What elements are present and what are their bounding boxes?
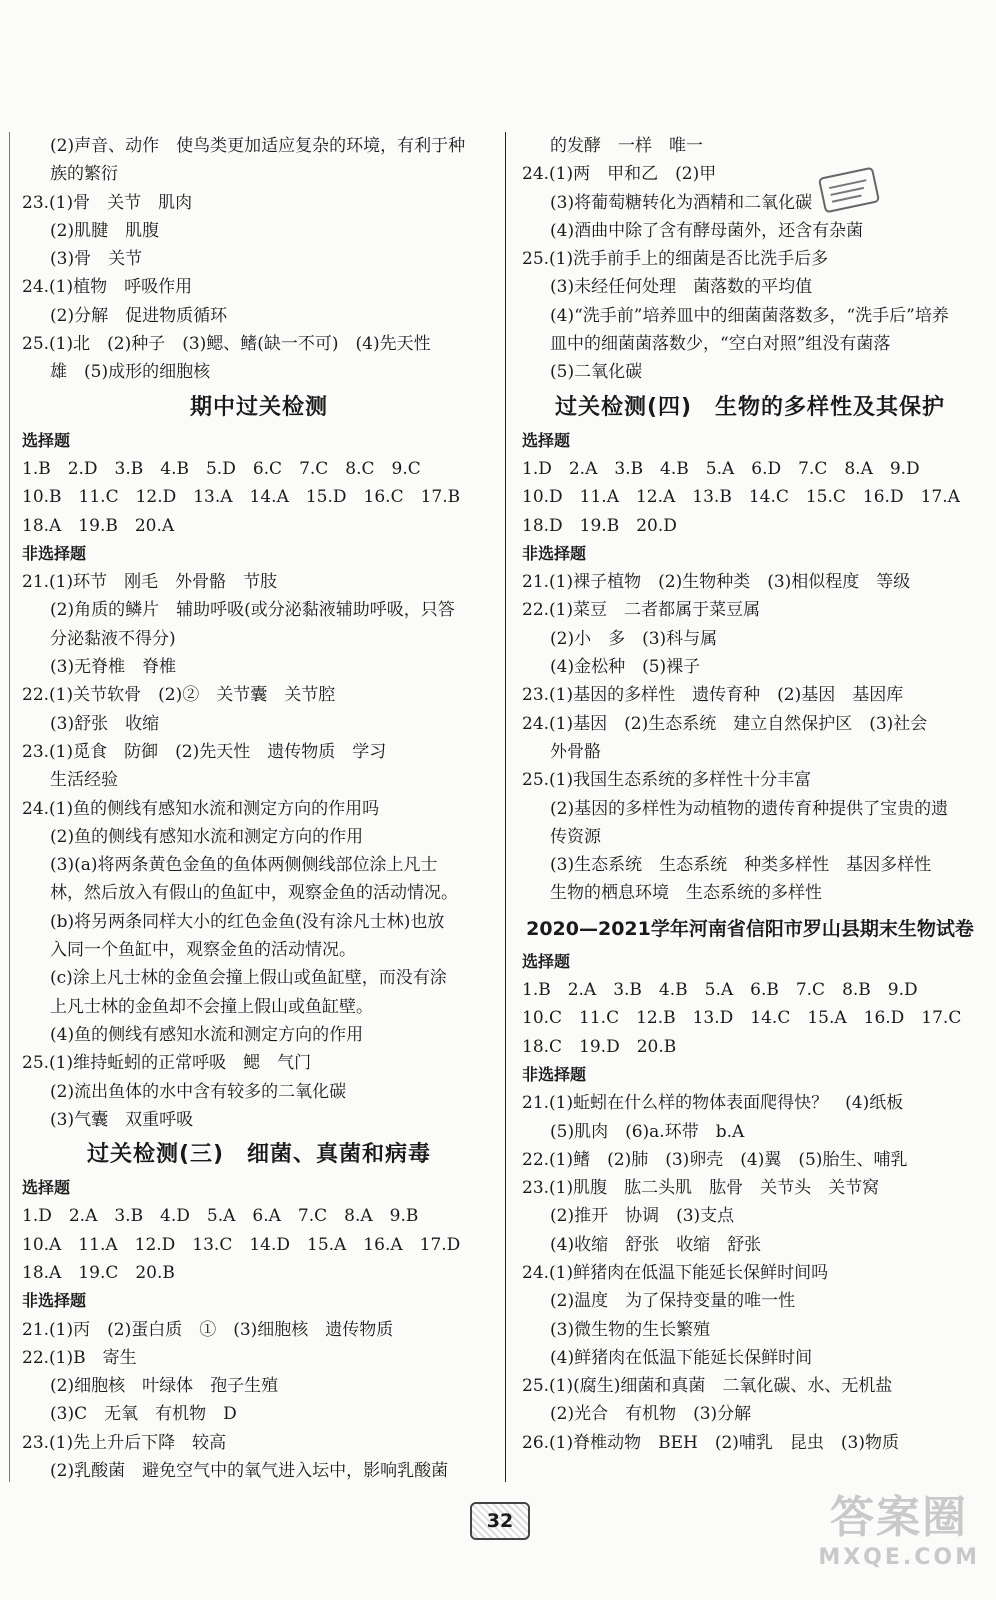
answer-line: (5)肌肉 (6)a.环带 b.A	[550, 1121, 745, 1142]
subsection-label: 非选择题	[22, 543, 87, 563]
answer-line: 21.(1)裸子植物 (2)生物种类 (3)相似程度 等级	[522, 572, 911, 593]
answer-line: 入同一个鱼缸中，观察金鱼的活动情况。	[50, 940, 356, 961]
answer-line: (5)二氧化碳	[550, 362, 643, 383]
answer-line: 外骨骼	[550, 741, 601, 762]
page-number: 32	[470, 1502, 530, 1540]
answer-line: 18.D 19.B 20.D	[522, 515, 677, 536]
subsection-label: 选择题	[22, 1178, 71, 1198]
answer-line: (3)舒张 收缩	[50, 713, 160, 734]
answer-line: 25.(1)我国生态系统的多样性十分丰富	[522, 770, 812, 791]
subsection-label: 选择题	[522, 951, 571, 971]
answer-line: (4)金松种 (5)裸子	[550, 657, 701, 678]
answer-line: 10.C 11.C 12.B 13.D 14.C 15.A 16.D 17.C	[522, 1008, 962, 1029]
answer-line: 雄 (5)成形的细胞核	[50, 362, 211, 383]
answer-line: 1.D 2.A 3.B 4.D 5.A 6.A 7.C 8.A 9.B	[22, 1206, 419, 1227]
answer-line: 24.(1)两 甲和乙 (2)甲	[522, 164, 717, 185]
answer-line: (2)分解 促进物质循环	[50, 305, 228, 326]
answer-line: 10.A 11.A 12.D 13.C 14.D 15.A 16.A 17.D	[22, 1234, 461, 1255]
answer-line: (2)肌腱 肌腹	[50, 220, 160, 241]
answer-line: 26.(1)脊椎动物 BEH (2)哺乳 昆虫 (3)物质	[522, 1432, 900, 1453]
answer-line: 22.(1)B 寄生	[22, 1347, 137, 1368]
subsection-label: 非选择题	[522, 1064, 587, 1084]
answer-line: (c)涂上凡士林的金鱼会撞上假山或鱼缸壁，而没有涂	[50, 968, 447, 989]
subsection-label: 选择题	[522, 430, 571, 450]
answer-line: 23.(1)骨 关节 肌肉	[22, 192, 193, 213]
answer-line: 22.(1)菜豆 二者都属于菜豆属	[522, 600, 761, 621]
answer-line: 1.D 2.A 3.B 4.B 5.A 6.D 7.C 8.A 9.D	[522, 458, 920, 479]
answer-line: 的发酵 一样 唯一	[550, 136, 703, 156]
subsection-label: 非选择题	[22, 1291, 87, 1311]
answer-line: 22.(1)关节软骨 (2)② 关节囊 关节腔	[22, 685, 336, 706]
answer-line: 分泌黏液不得分)	[50, 628, 176, 649]
answer-line: 生活经验	[50, 770, 118, 791]
answer-line: 生物的栖息环境 生态系统的多样性	[550, 883, 822, 904]
answer-line: (4)收缩 舒张 收缩 舒张	[550, 1234, 762, 1255]
answer-line: (4)鲜猪肉在低温下能延长保鲜时间	[550, 1347, 813, 1368]
answer-line: (4)鱼的侧线有感知水流和测定方向的作用	[50, 1024, 364, 1045]
answer-line: (3)气囊 双重呼吸	[50, 1109, 194, 1130]
watermark-logo: 答案圈	[830, 1492, 969, 1543]
answer-line: (4)“洗手前”培养皿中的细菌菌落数多，“洗手后”培养	[550, 305, 949, 326]
answer-line: 10.D 11.A 12.A 13.B 14.C 15.C 16.D 17.A	[522, 487, 960, 508]
answer-line: 18.A 19.C 20.B	[22, 1262, 175, 1283]
answer-line: 10.B 11.C 12.D 13.A 14.A 15.D 16.C 17.B	[22, 487, 461, 508]
answer-line: 24.(1)基因 (2)生态系统 建立自然保护区 (3)社会	[522, 713, 928, 734]
answer-line: (2)鱼的侧线有感知水流和测定方向的作用	[50, 826, 364, 847]
answer-line: 24.(1)鱼的侧线有感知水流和测定方向的作用吗	[22, 798, 380, 819]
answer-line: (2)乳酸菌 避免空气中的氧气进入坛中，影响乳酸菌	[50, 1461, 449, 1482]
answer-line: (2)小 多 (3)科与属	[550, 628, 718, 649]
answer-line: (2)温度 为了保持变量的唯一性	[550, 1291, 796, 1312]
answer-line: 24.(1)鲜猪肉在低温下能延长保鲜时间吗	[522, 1262, 829, 1283]
answer-line: (2)推开 协调 (3)支点	[550, 1206, 735, 1227]
section-heading: 2020—2021学年河南省信阳市罗山县期末生物试卷	[526, 917, 974, 940]
answer-line: (3)(a)将两条黄色金鱼的鱼体两侧侧线部位涂上凡士	[50, 855, 438, 876]
answer-line: (3)无脊椎 脊椎	[50, 657, 177, 678]
answer-line: 25.(1)北 (2)种子 (3)鳃、鳍(缺一不可) (4)先天性	[22, 334, 431, 355]
answer-line: 18.C 19.D 20.B	[522, 1036, 677, 1057]
answer-line: 23.(1)基因的多样性 遗传育种 (2)基因 基因库	[522, 685, 904, 706]
answer-line: (2)细胞核 叶绿体 孢子生殖	[50, 1376, 279, 1397]
answer-line: (3)未经任何处理 菌落数的平均值	[550, 277, 813, 298]
answer-line: (4)酒曲中除了含有酵母菌外，还含有杂菌	[550, 220, 864, 241]
section-heading: 过关检测(三) 细菌、真菌和病毒	[86, 1142, 432, 1168]
answer-line: (2)角质的鳞片 辅助呼吸(或分泌黏液辅助呼吸，只答	[50, 600, 455, 621]
answer-line: 皿中的细菌菌落数少，“空白对照”组没有菌落	[550, 334, 891, 355]
answer-line: 25.(1)洗手前手上的细菌是否比洗手后多	[522, 249, 829, 270]
left-column	[22, 132, 496, 1485]
answer-line: 24.(1)植物 呼吸作用	[22, 277, 193, 298]
answer-line: 21.(1)丙 (2)蛋白质 ① (3)细胞核 遗传物质	[22, 1319, 394, 1340]
answer-line: 林，然后放入有假山的鱼缸中，观察金鱼的活动情况。	[50, 883, 458, 904]
answer-line: 18.A 19.B 20.A	[22, 515, 175, 536]
watermark-url: MXQE.COM	[818, 1545, 980, 1570]
answer-line: (3)微生物的生长繁殖	[550, 1319, 711, 1340]
answer-line: 1.B 2.D 3.B 4.B 5.D 6.C 7.C 8.C 9.C	[22, 458, 421, 479]
answer-line: 23.(1)先上升后下降 较高	[22, 1432, 227, 1453]
answer-line: 23.(1)肌腹 肱二头肌 肱骨 关节头 关节窝	[522, 1178, 880, 1199]
answer-line: (b)将另两条同样大小的红色金鱼(没有涂凡士林)也放	[50, 911, 445, 932]
right-column	[522, 132, 978, 1457]
section-heading: 过关检测(四) 生物的多样性及其保护	[554, 394, 946, 420]
answer-line: (2)流出鱼体的水中含有较多的二氧化碳	[50, 1081, 347, 1102]
answer-line: (3)将葡萄糖转化为酒精和二氧化碳	[550, 192, 813, 213]
section-heading: 期中过关检测	[189, 394, 328, 420]
answer-line: 1.B 2.A 3.B 4.B 5.A 6.B 7.C 8.B 9.D	[522, 980, 918, 1001]
subsection-label: 非选择题	[522, 543, 587, 563]
answer-line: 25.(1)(腐生)细菌和真菌 二氧化碳、水、无机盐	[522, 1376, 893, 1397]
answer-line: (3)生态系统 生态系统 种类多样性 基因多样性	[550, 855, 932, 876]
answer-line: (2)光合 有机物 (3)分解	[550, 1404, 752, 1425]
answer-line: 23.(1)觅食 防御 (2)先天性 遗传物质 学习	[22, 741, 387, 762]
answer-line: (3)C 无氧 有机物 D	[50, 1404, 237, 1425]
answer-line: 传资源	[550, 826, 601, 847]
column-divider	[505, 132, 506, 1482]
site-watermark	[818, 1481, 980, 1570]
answer-line: (2)基因的多样性为动植物的遗传育种提供了宝贵的遗	[550, 798, 949, 819]
answer-line: 22.(1)鳍 (2)肺 (3)卵壳 (4)翼 (5)胎生、哺乳	[522, 1149, 908, 1170]
answer-line: 25.(1)维持蚯蚓的正常呼吸 鳃 气门	[22, 1053, 312, 1074]
answer-line: 21.(1)环节 刚毛 外骨骼 节肢	[22, 572, 278, 593]
subsection-label: 选择题	[22, 430, 71, 450]
answer-line: (3)骨 关节	[50, 249, 143, 270]
answer-line: 21.(1)蚯蚓在什么样的物体表面爬得快？ (4)纸板	[522, 1093, 904, 1114]
answer-line: 上凡士林的金鱼却不会撞上假山或鱼缸壁。	[50, 996, 373, 1017]
answer-line: (2)声音、动作 使鸟类更加适应复杂的环境，有利于种	[50, 136, 466, 156]
answer-line: 族的繁衍	[50, 164, 118, 185]
page-edge-line	[9, 132, 10, 1482]
